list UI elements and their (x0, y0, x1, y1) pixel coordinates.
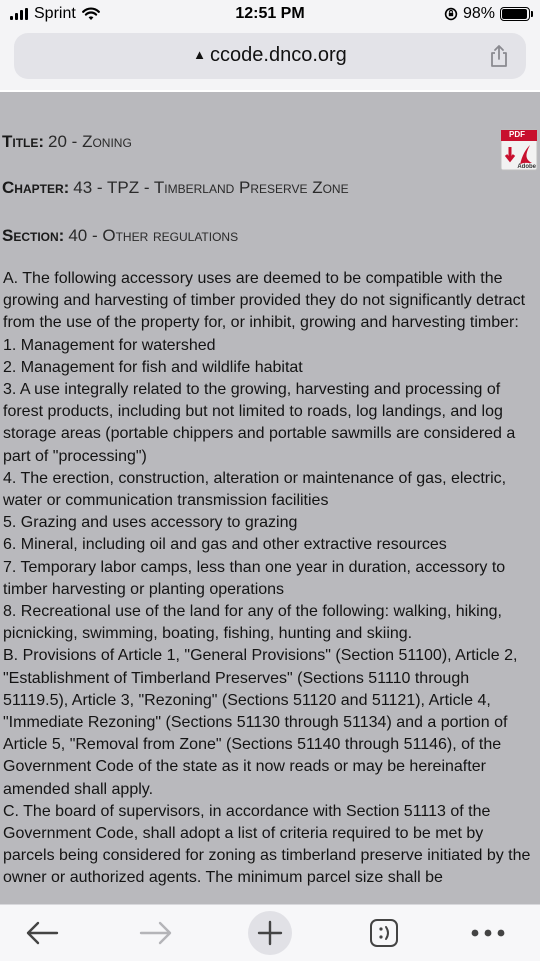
paragraph: C. The board of supervisors, in accordance with Section 51113 of the Government Code, shall adopt a list of criteria required to be met by parcels being considered for zoning as timberland preserve initiated by the owner or authorized agents. The minimum parcel size shall be (3, 802, 531, 887)
section-body (3, 268, 538, 890)
more-icon[interactable] (470, 928, 506, 938)
list-item: 8. Recreational use of the land for any of the following: walking, hiking, picnicking, swimming, boating, fishing, hunting and skiing. (3, 603, 502, 643)
more-button[interactable] (460, 905, 516, 961)
carrier-name: Sprint (34, 5, 76, 22)
forward-icon[interactable] (139, 921, 173, 945)
section-label: Section: (2, 226, 65, 245)
list-item: 7. Temporary labor camps, less than one year in duration, accessory to timber harvesting or planting operations (3, 558, 506, 598)
list-item: 4. The erection, construction, alteration or maintenance of gas, electric, water or communication transmission facilities (3, 469, 507, 510)
list-item: 6. Mineral, including oil and gas and other extractive resources (3, 536, 447, 554)
list-item: 5. Grazing and uses accessory to grazing (3, 514, 298, 532)
chapter-label: Chapter: (2, 178, 70, 197)
title-value: 20 - Zoning (48, 132, 132, 151)
page-content[interactable] (0, 92, 540, 904)
pdf-brand-text: Adobe (517, 164, 536, 170)
browser-toolbar (0, 904, 540, 961)
forward-button[interactable] (128, 905, 184, 961)
tabs-icon[interactable] (369, 918, 399, 948)
battery-percent: 98% (462, 5, 495, 22)
list-item: 1. Management for watershed (3, 336, 216, 354)
list-item: 2. Management for fish and wildlife habitat (3, 358, 303, 376)
clock: 12:51 PM (235, 5, 305, 22)
tabs-button[interactable] (356, 905, 412, 961)
share-icon[interactable] (488, 44, 510, 68)
battery-icon (500, 7, 530, 21)
back-button[interactable] (14, 905, 70, 961)
url-value: ccode.dnco.org (210, 44, 347, 66)
section-value: 40 - Other regulations (68, 226, 239, 245)
back-icon[interactable] (25, 921, 59, 945)
plus-icon[interactable] (248, 911, 292, 955)
status-bar (0, 0, 540, 30)
orientation-lock-icon (444, 7, 458, 21)
chapter-heading (2, 178, 349, 198)
pdf-badge-text: PDF (509, 130, 525, 139)
title-heading (2, 132, 132, 152)
list-item: 3. A use integrally related to the growing, harvesting and processing of forest products, including but not limited to roads, log landings, and log storage areas (portable chippers and portable sawmills are considered a part of "processing") (3, 381, 516, 465)
address-bar[interactable] (14, 33, 526, 79)
section-heading (2, 226, 238, 246)
warning-icon: ▲ (193, 47, 207, 62)
address-text[interactable] (14, 44, 526, 67)
url-bar-area (0, 30, 540, 90)
pdf-download-icon[interactable] (500, 129, 538, 171)
paragraph: A. The following accessory uses are deemed to be compatible with the growing and harvesting of timber provided they do not significantly detract from the use of the property for, or inhibit, growing and harvesting timber: (3, 270, 526, 332)
chapter-value: 43 - TPZ - Timberland Preserve Zone (73, 178, 349, 197)
paragraph: B. Provisions of Article 1, "General Provisions" (Section 51100), Article 2, "Establishment of Timberland Preserves" (Sections 51110 through 51119.5), Article 3, "Rezoning" (Sections 51120 and 51121), Article 4, "Immediate Rezoning" (Sections 51130 through 51134) and a portion of Article 5, "Removal from Zone" (Sections 51140 through 51146), of the Government Code of the state as it now reads or may be hereinafter amended shall apply. (3, 647, 518, 798)
new-tab-button[interactable] (242, 905, 298, 961)
status-right (444, 5, 530, 23)
title-label: Title: (2, 132, 45, 151)
battery-fill (502, 9, 527, 19)
